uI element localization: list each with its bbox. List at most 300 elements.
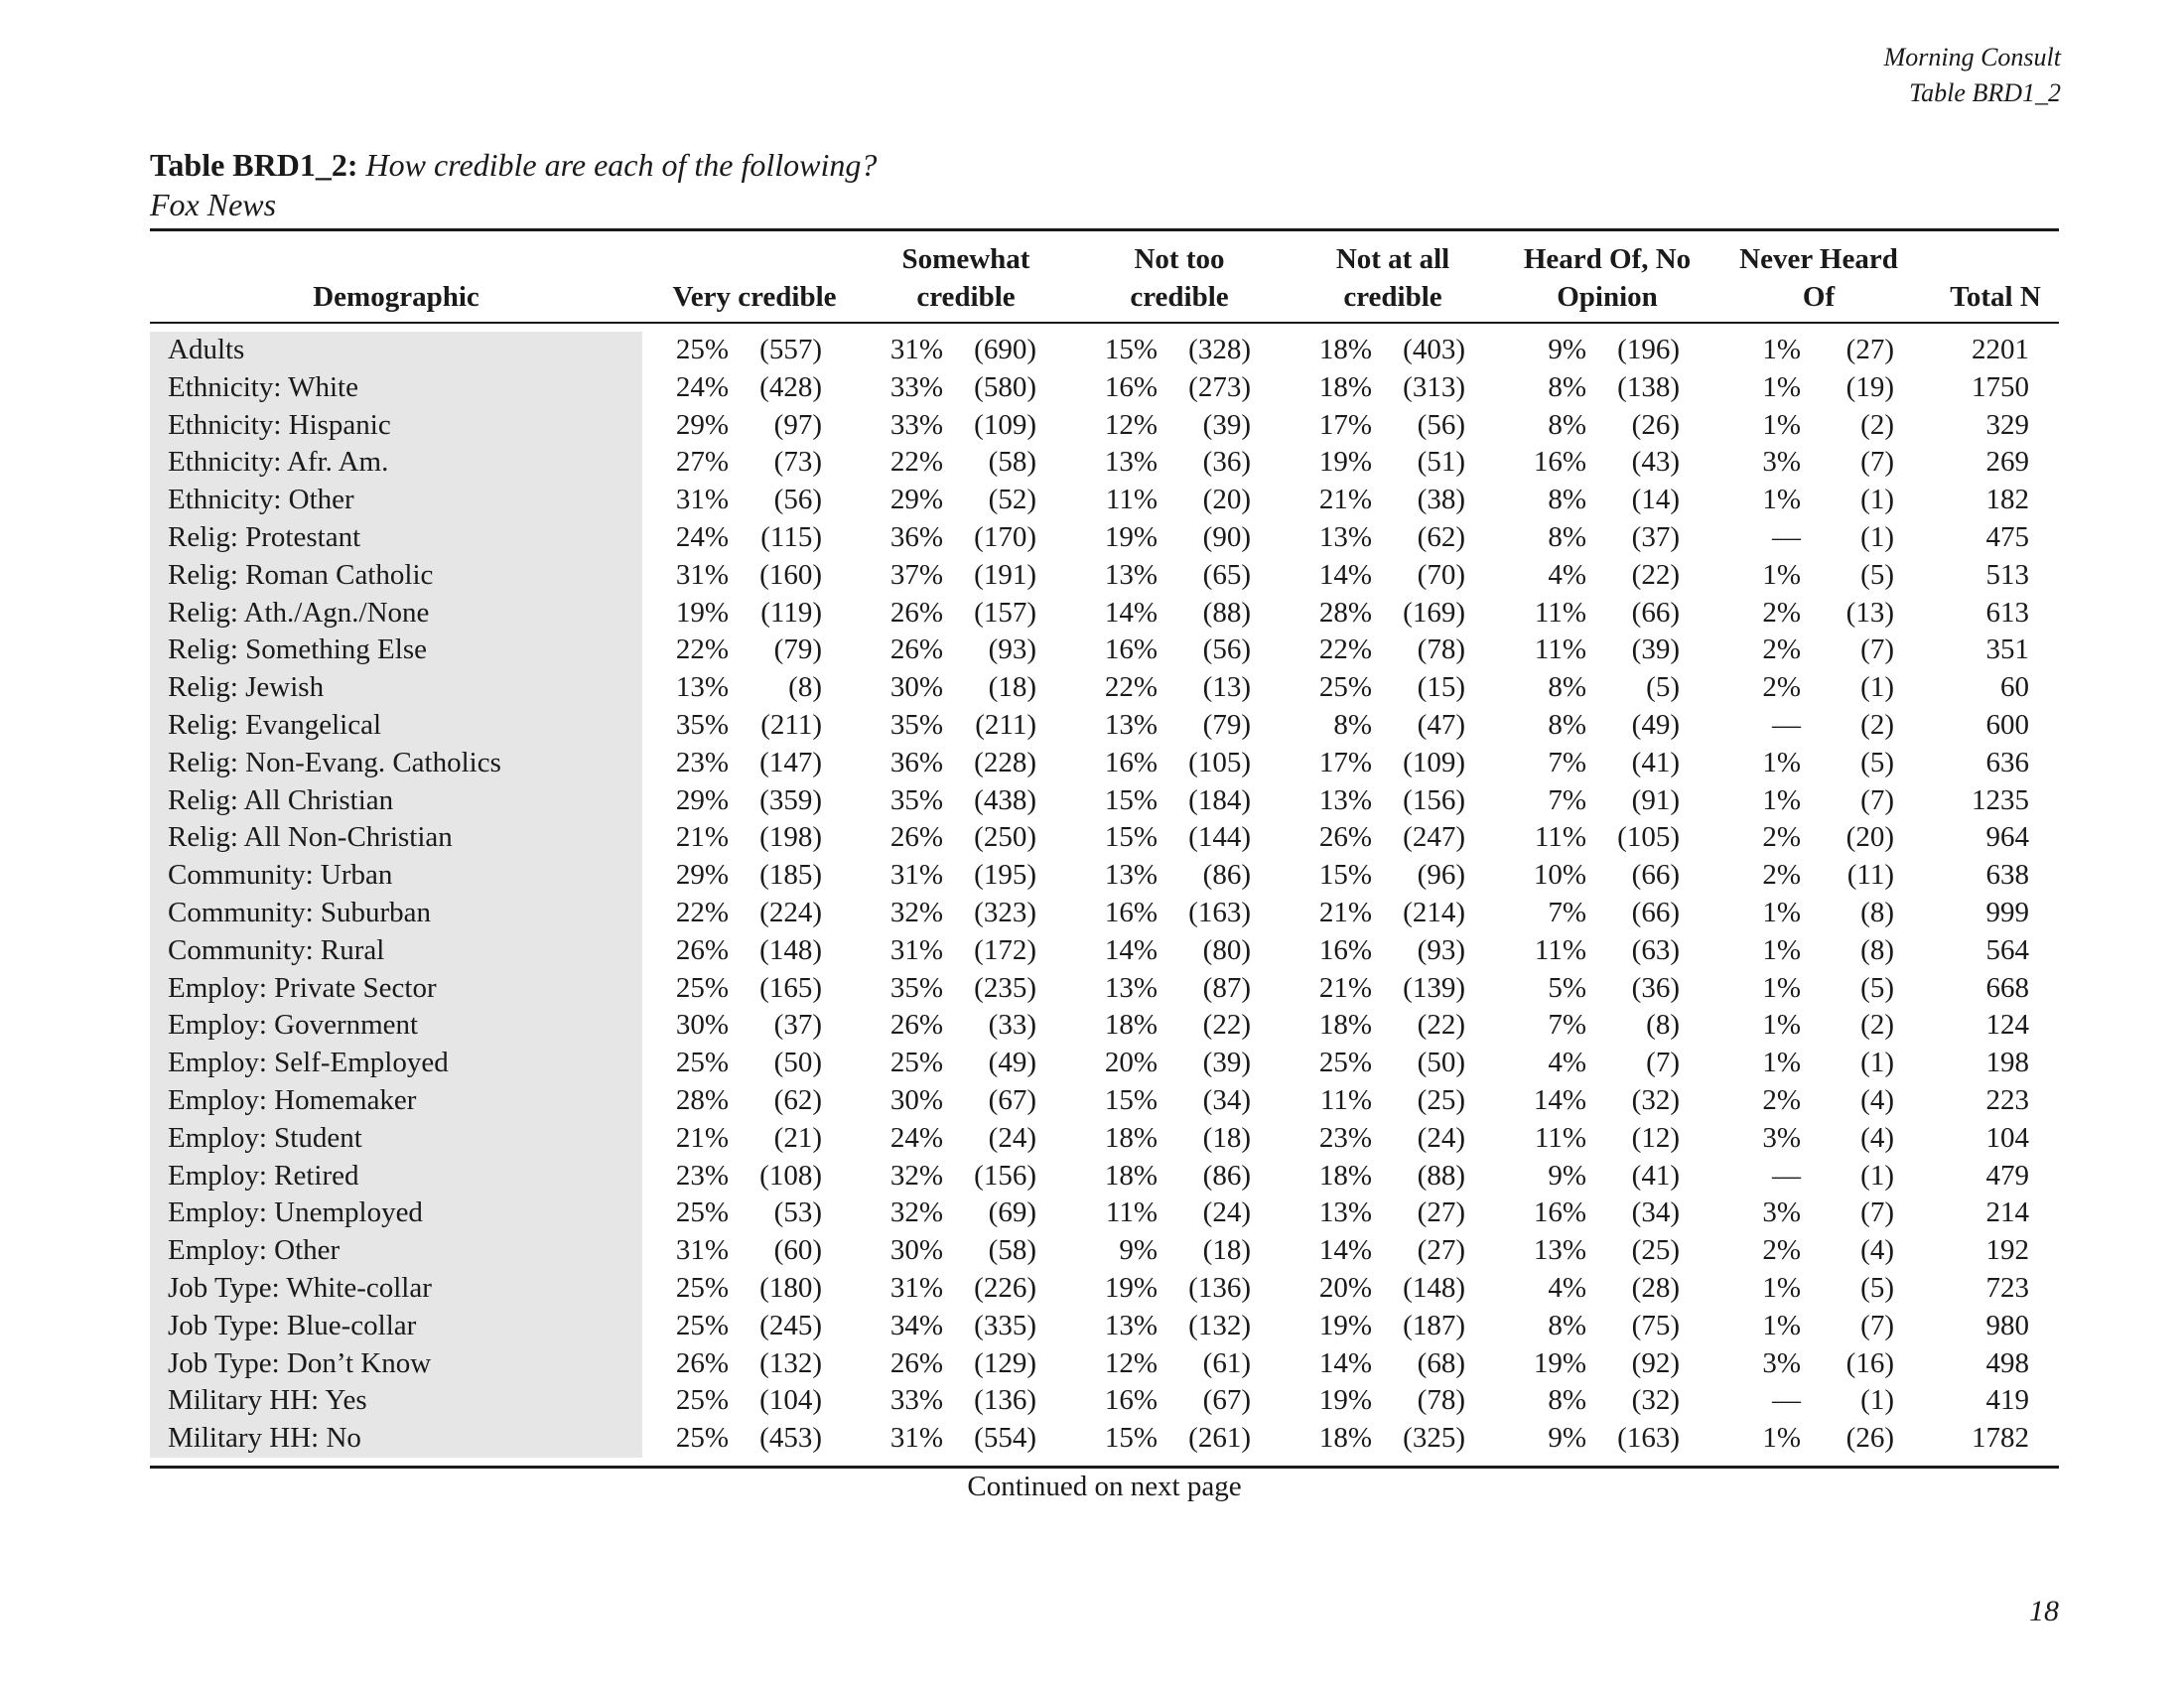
cell-notatall-pct: 19% <box>1318 1309 1372 1341</box>
cell-nottoo-count: (184) <box>1188 783 1251 816</box>
table-row <box>150 632 2029 669</box>
cell-very-pct: 23% <box>675 746 729 778</box>
cell-heard-count: (34) <box>1631 1196 1680 1229</box>
cell-very-count: (73) <box>773 446 822 479</box>
cell-never-pct: 3% <box>1762 1346 1801 1379</box>
cell-never-pct: 1% <box>1762 1309 1801 1341</box>
cell-total-n: 104 <box>1985 1121 2029 1154</box>
cell-somewhat-count: (335) <box>974 1309 1036 1341</box>
cell-never-count: (2) <box>1860 408 1894 441</box>
cell-very-pct: 25% <box>675 1047 729 1079</box>
cell-never-pct: 2% <box>1762 1083 1801 1116</box>
cell-nottoo-pct: 16% <box>1104 370 1158 403</box>
cell-total-n: 1235 <box>1972 783 2029 816</box>
cell-very-pct: 21% <box>675 821 729 854</box>
cell-notatall-count: (24) <box>1417 1121 1465 1154</box>
cell-notatall-pct: 25% <box>1318 1047 1372 1079</box>
cell-nottoo-count: (328) <box>1188 334 1251 365</box>
cell-nottoo-pct: 15% <box>1104 1083 1158 1116</box>
cell-very-pct: 25% <box>675 1422 729 1455</box>
cell-demographic: Job Type: White-collar <box>168 1271 432 1304</box>
cell-never-count: (4) <box>1860 1234 1894 1267</box>
cell-heard-count: (41) <box>1631 1159 1680 1192</box>
cell-never-pct: 1% <box>1762 1047 1801 1079</box>
cell-very-count: (21) <box>773 1121 822 1154</box>
cell-somewhat-pct: 34% <box>889 1309 943 1341</box>
cell-notatall-count: (47) <box>1417 708 1465 741</box>
cell-heard-pct: 9% <box>1548 1159 1586 1192</box>
cell-notatall-pct: 26% <box>1318 821 1372 854</box>
cell-notatall-pct: 13% <box>1318 1196 1372 1229</box>
cell-heard-pct: 11% <box>1534 633 1586 666</box>
cell-nottoo-pct: 18% <box>1104 1009 1158 1042</box>
cell-demographic: Community: Urban <box>168 859 393 892</box>
cell-never-pct: 1% <box>1762 1271 1801 1304</box>
cell-total-n: 999 <box>1985 896 2029 928</box>
cell-heard-count: (39) <box>1631 633 1680 666</box>
table-row <box>150 782 2029 820</box>
cell-demographic: Relig: Non-Evang. Catholics <box>168 746 501 778</box>
table-row <box>150 857 2029 895</box>
cell-heard-count: (196) <box>1617 334 1680 365</box>
cell-nottoo-pct: 15% <box>1104 783 1158 816</box>
cell-somewhat-count: (250) <box>974 821 1036 854</box>
cell-nottoo-count: (163) <box>1188 896 1251 928</box>
cell-very-pct: 25% <box>675 971 729 1004</box>
cell-demographic: Relig: All Christian <box>168 783 394 816</box>
cell-heard-pct: 7% <box>1548 1009 1586 1042</box>
cell-heard-pct: 7% <box>1548 746 1586 778</box>
cell-never-pct: 3% <box>1762 446 1801 479</box>
cell-notatall-pct: 19% <box>1318 1384 1372 1417</box>
cell-nottoo-pct: 15% <box>1104 821 1158 854</box>
cell-notatall-pct: 20% <box>1318 1271 1372 1304</box>
cell-never-pct: 2% <box>1762 596 1801 629</box>
cell-heard-count: (91) <box>1631 783 1680 816</box>
cell-notatall-count: (15) <box>1417 671 1465 704</box>
cell-notatall-count: (96) <box>1417 859 1465 892</box>
cell-notatall-count: (313) <box>1403 370 1465 403</box>
cell-heard-pct: 13% <box>1533 1234 1586 1267</box>
cell-somewhat-count: (211) <box>975 708 1036 741</box>
page-number: 18 <box>2029 1595 2059 1627</box>
cell-somewhat-count: (170) <box>974 520 1036 553</box>
cell-total-n: 351 <box>1985 633 2029 666</box>
cell-never-pct: 1% <box>1762 896 1801 928</box>
table-row <box>150 519 2029 557</box>
cell-somewhat-count: (235) <box>974 971 1036 1004</box>
cell-never-count: (7) <box>1860 1196 1894 1229</box>
table-row <box>150 1270 2029 1308</box>
col-header-very-credible: Very credible <box>672 281 837 313</box>
cell-heard-pct: 8% <box>1548 408 1586 441</box>
cell-very-count: (79) <box>773 633 822 666</box>
cell-somewhat-count: (226) <box>974 1271 1036 1304</box>
cell-heard-count: (92) <box>1631 1346 1680 1379</box>
cell-nottoo-count: (61) <box>1202 1346 1251 1379</box>
cell-notatall-count: (93) <box>1417 933 1465 966</box>
cell-notatall-pct: 28% <box>1318 596 1372 629</box>
cell-notatall-pct: 14% <box>1318 558 1372 591</box>
cell-total-n: 980 <box>1985 1309 2029 1341</box>
cell-notatall-count: (403) <box>1403 334 1465 365</box>
cell-heard-pct: 7% <box>1548 896 1586 928</box>
cell-very-pct: 21% <box>675 1121 729 1154</box>
table-row <box>150 444 2029 482</box>
cell-nottoo-count: (20) <box>1202 484 1251 516</box>
cell-very-pct: 29% <box>675 408 729 441</box>
cell-heard-count: (26) <box>1631 408 1680 441</box>
cell-somewhat-pct: 31% <box>889 334 943 365</box>
cell-very-pct: 13% <box>675 671 729 704</box>
cell-very-count: (185) <box>759 859 822 892</box>
cell-nottoo-count: (87) <box>1202 971 1251 1004</box>
cell-very-count: (147) <box>759 746 822 778</box>
cell-somewhat-count: (33) <box>988 1009 1036 1042</box>
cell-total-n: 723 <box>1985 1271 2029 1304</box>
cell-nottoo-pct: 11% <box>1105 1196 1158 1229</box>
table-row <box>150 1158 2029 1196</box>
col-header-somewhat-credible: Somewhat credible <box>901 243 1030 313</box>
cell-very-pct: 25% <box>675 1271 729 1304</box>
table-row <box>150 669 2029 707</box>
cell-never-count: (19) <box>1845 370 1894 403</box>
cell-notatall-pct: 14% <box>1318 1234 1372 1267</box>
cell-never-count: (13) <box>1845 596 1894 629</box>
cell-nottoo-pct: 16% <box>1104 1384 1158 1417</box>
cell-heard-pct: 9% <box>1548 1422 1586 1455</box>
cell-somewhat-pct: 36% <box>889 520 943 553</box>
cell-nottoo-pct: 12% <box>1104 408 1158 441</box>
col-header-total-n: Total N <box>1950 281 2041 313</box>
cell-never-pct: 1% <box>1762 783 1801 816</box>
cell-notatall-count: (214) <box>1403 896 1465 928</box>
cell-somewhat-count: (18) <box>988 671 1036 704</box>
cell-somewhat-pct: 30% <box>889 1083 943 1116</box>
cell-very-count: (104) <box>759 1384 822 1417</box>
cell-heard-pct: 16% <box>1533 446 1586 479</box>
cell-never-count: (26) <box>1845 1422 1894 1455</box>
cell-nottoo-pct: 19% <box>1104 1271 1158 1304</box>
cell-heard-count: (25) <box>1631 1234 1680 1267</box>
cell-notatall-pct: 18% <box>1318 370 1372 403</box>
cell-somewhat-count: (438) <box>974 783 1036 816</box>
cell-nottoo-count: (39) <box>1202 408 1251 441</box>
cell-total-n: 269 <box>1985 446 2029 479</box>
cell-nottoo-pct: 13% <box>1104 859 1158 892</box>
cell-very-count: (115) <box>760 520 822 553</box>
cell-notatall-count: (78) <box>1417 633 1465 666</box>
cell-demographic: Relig: Evangelical <box>168 708 382 741</box>
cell-very-count: (428) <box>759 370 822 403</box>
cell-never-count: (2) <box>1860 708 1894 741</box>
col-header-never-heard: Never Heard Of <box>1739 243 1898 313</box>
cell-very-count: (180) <box>759 1271 822 1304</box>
cell-heard-pct: 8% <box>1548 484 1586 516</box>
cell-notatall-count: (139) <box>1403 971 1465 1004</box>
cell-nottoo-count: (261) <box>1188 1422 1251 1455</box>
cell-nottoo-pct: 14% <box>1104 933 1158 966</box>
cell-somewhat-pct: 35% <box>889 783 943 816</box>
cell-heard-count: (12) <box>1631 1121 1680 1154</box>
cell-somewhat-pct: 31% <box>889 1422 943 1455</box>
cell-total-n: 564 <box>1985 933 2029 966</box>
cell-total-n: 513 <box>1985 558 2029 591</box>
cell-very-count: (56) <box>773 484 822 516</box>
cell-heard-pct: 16% <box>1533 1196 1586 1229</box>
cell-notatall-pct: 17% <box>1318 408 1372 441</box>
cell-notatall-pct: 17% <box>1318 746 1372 778</box>
cell-heard-count: (5) <box>1646 671 1680 704</box>
cell-somewhat-pct: 26% <box>889 1346 943 1379</box>
cell-nottoo-count: (273) <box>1188 370 1251 403</box>
cell-heard-count: (66) <box>1631 596 1680 629</box>
cell-somewhat-pct: 33% <box>889 1384 943 1417</box>
cell-never-count: (5) <box>1860 558 1894 591</box>
cell-total-n: 668 <box>1985 971 2029 1004</box>
cell-very-count: (60) <box>773 1234 822 1267</box>
cell-nottoo-pct: 13% <box>1104 1309 1158 1341</box>
table-row <box>150 1382 2029 1420</box>
cell-very-count: (245) <box>759 1309 822 1341</box>
cell-heard-pct: 8% <box>1548 520 1586 553</box>
cell-never-count: (1) <box>1860 671 1894 704</box>
cell-nottoo-count: (90) <box>1202 520 1251 553</box>
cell-somewhat-count: (58) <box>988 446 1036 479</box>
cell-never-pct: 1% <box>1762 933 1801 966</box>
cell-notatall-count: (88) <box>1417 1159 1465 1192</box>
cell-nottoo-count: (18) <box>1202 1121 1251 1154</box>
cell-very-pct: 28% <box>675 1083 729 1116</box>
cell-heard-pct: 8% <box>1548 370 1586 403</box>
cell-very-pct: 24% <box>675 520 729 553</box>
table-row <box>150 1232 2029 1270</box>
cell-demographic: Relig: Ath./Agn./None <box>168 596 430 629</box>
table-row <box>150 332 2029 369</box>
cell-somewhat-count: (93) <box>988 633 1036 666</box>
cell-somewhat-pct: 29% <box>889 484 943 516</box>
cell-notatall-pct: 21% <box>1318 896 1372 928</box>
cell-total-n: 214 <box>1985 1196 2029 1229</box>
cell-never-count: (11) <box>1846 859 1894 892</box>
cell-somewhat-pct: 24% <box>889 1121 943 1154</box>
cell-total-n: 475 <box>1985 520 2029 553</box>
cell-demographic: Employ: Unemployed <box>168 1196 423 1229</box>
cell-very-pct: 31% <box>675 558 729 591</box>
cell-nottoo-pct: 13% <box>1104 971 1158 1004</box>
continued-note: Continued on next page <box>967 1471 1242 1502</box>
cell-nottoo-count: (24) <box>1202 1196 1251 1229</box>
table-subtitle: Fox News <box>150 187 277 222</box>
cell-notatall-count: (68) <box>1417 1346 1465 1379</box>
cell-nottoo-pct: 14% <box>1104 596 1158 629</box>
cell-very-pct: 31% <box>675 484 729 516</box>
cell-notatall-count: (38) <box>1417 484 1465 516</box>
cell-notatall-pct: 13% <box>1318 520 1372 553</box>
cell-notatall-count: (169) <box>1403 596 1465 629</box>
table-row <box>150 1308 2029 1345</box>
cell-very-pct: 24% <box>675 370 729 403</box>
cell-nottoo-count: (132) <box>1188 1309 1251 1341</box>
cell-never-pct: 3% <box>1762 1196 1801 1229</box>
cell-somewhat-count: (129) <box>974 1346 1036 1379</box>
cell-demographic: Employ: Student <box>168 1121 362 1154</box>
cell-heard-count: (28) <box>1631 1271 1680 1304</box>
cell-nottoo-count: (13) <box>1202 671 1251 704</box>
cell-very-count: (148) <box>759 933 822 966</box>
cell-heard-count: (63) <box>1631 933 1680 966</box>
cell-somewhat-pct: 26% <box>889 633 943 666</box>
cell-somewhat-count: (580) <box>974 370 1036 403</box>
cell-very-count: (119) <box>760 596 822 629</box>
cell-nottoo-pct: 15% <box>1104 1422 1158 1455</box>
cell-demographic: Military HH: Yes <box>168 1384 367 1417</box>
table-row <box>150 895 2029 932</box>
cell-notatall-count: (27) <box>1417 1196 1465 1229</box>
cell-somewhat-count: (49) <box>988 1047 1036 1079</box>
cell-very-pct: 26% <box>675 1346 729 1379</box>
cell-never-pct: 1% <box>1762 558 1801 591</box>
cell-somewhat-pct: 30% <box>889 1234 943 1267</box>
cell-nottoo-pct: 15% <box>1104 334 1158 365</box>
cell-demographic: Community: Suburban <box>168 896 432 928</box>
table-row <box>150 1120 2029 1158</box>
cell-somewhat-pct: 26% <box>889 821 943 854</box>
cell-very-count: (108) <box>759 1159 822 1192</box>
cell-somewhat-count: (690) <box>974 334 1036 365</box>
cell-never-count: (8) <box>1860 896 1894 928</box>
cell-somewhat-count: (58) <box>988 1234 1036 1267</box>
org-name: Morning Consult <box>1883 43 2061 71</box>
cell-heard-count: (41) <box>1631 746 1680 778</box>
cell-somewhat-pct: 32% <box>889 1159 943 1192</box>
cell-total-n: 600 <box>1985 708 2029 741</box>
cell-never-count: (5) <box>1860 1271 1894 1304</box>
cell-notatall-pct: 23% <box>1318 1121 1372 1154</box>
cell-notatall-count: (50) <box>1417 1047 1465 1079</box>
cell-heard-pct: 4% <box>1548 1271 1586 1304</box>
cell-very-count: (211) <box>760 708 822 741</box>
cell-notatall-count: (325) <box>1403 1422 1465 1455</box>
cell-very-count: (97) <box>773 408 822 441</box>
cell-demographic: Community: Rural <box>168 933 385 966</box>
cell-heard-count: (7) <box>1646 1047 1680 1079</box>
cell-demographic: Ethnicity: Hispanic <box>168 408 391 441</box>
cell-nottoo-pct: 22% <box>1104 671 1158 704</box>
cell-nottoo-count: (18) <box>1202 1234 1251 1267</box>
cell-total-n: 60 <box>2000 671 2029 704</box>
report-header <box>1884 40 2061 111</box>
cell-never-pct: 1% <box>1762 370 1801 403</box>
cell-nottoo-count: (79) <box>1202 708 1251 741</box>
cell-heard-pct: 10% <box>1533 859 1586 892</box>
cell-demographic: Relig: Protestant <box>168 520 361 553</box>
cell-heard-count: (43) <box>1631 446 1680 479</box>
table-row <box>150 819 2029 857</box>
cell-heard-count: (37) <box>1631 520 1680 553</box>
cell-heard-pct: 11% <box>1534 1121 1586 1154</box>
cell-nottoo-count: (144) <box>1188 821 1251 854</box>
cell-demographic: Employ: Retired <box>168 1159 359 1192</box>
cell-nottoo-pct: 16% <box>1104 633 1158 666</box>
cell-never-pct: 2% <box>1762 633 1801 666</box>
cell-notatall-count: (27) <box>1417 1234 1465 1267</box>
cell-notatall-pct: 18% <box>1318 334 1372 365</box>
cell-total-n: 1782 <box>1972 1422 2029 1455</box>
cell-never-pct: 1% <box>1762 746 1801 778</box>
cell-never-count: (1) <box>1860 1047 1894 1079</box>
cell-nottoo-pct: 13% <box>1104 446 1158 479</box>
cell-very-count: (37) <box>773 1009 822 1042</box>
cell-somewhat-count: (136) <box>974 1384 1036 1417</box>
cell-heard-pct: 9% <box>1548 334 1586 365</box>
cell-never-count: (4) <box>1860 1083 1894 1116</box>
cell-demographic: Adults <box>168 334 245 365</box>
cell-somewhat-pct: 35% <box>889 708 943 741</box>
cell-somewhat-count: (157) <box>974 596 1036 629</box>
cell-demographic: Employ: Private Sector <box>168 971 437 1004</box>
col-header-not-at-all-credible: Not at all credible <box>1335 243 1450 313</box>
cell-very-count: (359) <box>759 783 822 816</box>
cell-very-count: (160) <box>759 558 822 591</box>
cell-heard-count: (32) <box>1631 1384 1680 1417</box>
cell-somewhat-pct: 31% <box>889 933 943 966</box>
cell-heard-pct: 8% <box>1548 708 1586 741</box>
cell-never-count: (7) <box>1860 1309 1894 1341</box>
header-rule <box>150 322 2059 324</box>
cell-somewhat-pct: 30% <box>889 671 943 704</box>
cell-total-n: 192 <box>1985 1234 2029 1267</box>
cell-somewhat-pct: 36% <box>889 746 943 778</box>
cell-notatall-pct: 16% <box>1318 933 1372 966</box>
cell-nottoo-count: (105) <box>1188 746 1251 778</box>
cell-very-pct: 19% <box>675 596 729 629</box>
cell-total-n: 479 <box>1985 1159 2029 1192</box>
cell-notatall-count: (56) <box>1417 408 1465 441</box>
cell-nottoo-pct: 12% <box>1104 1346 1158 1379</box>
cell-somewhat-pct: 33% <box>889 408 943 441</box>
cell-never-pct: 2% <box>1762 671 1801 704</box>
cell-never-pct: — <box>1772 1384 1801 1417</box>
cell-somewhat-count: (156) <box>974 1159 1036 1192</box>
table-row <box>150 1195 2029 1232</box>
cell-notatall-pct: 11% <box>1319 1083 1372 1116</box>
table-row <box>150 595 2029 633</box>
cell-heard-count: (14) <box>1631 484 1680 516</box>
cell-demographic: Employ: Other <box>168 1234 341 1267</box>
cell-notatall-pct: 15% <box>1318 859 1372 892</box>
cell-somewhat-count: (191) <box>974 558 1036 591</box>
cell-never-count: (1) <box>1860 520 1894 553</box>
col-header-demographic: Demographic <box>313 281 479 313</box>
cell-nottoo-count: (22) <box>1202 1009 1251 1042</box>
cell-notatall-count: (62) <box>1417 520 1465 553</box>
cell-very-pct: 22% <box>675 633 729 666</box>
cell-somewhat-count: (24) <box>988 1121 1036 1154</box>
cell-never-count: (8) <box>1860 933 1894 966</box>
cell-very-pct: 29% <box>675 859 729 892</box>
cell-heard-pct: 14% <box>1533 1083 1586 1116</box>
cell-somewhat-pct: 26% <box>889 1009 943 1042</box>
cell-very-count: (8) <box>788 671 822 704</box>
cell-nottoo-count: (65) <box>1202 558 1251 591</box>
cell-never-count: (5) <box>1860 971 1894 1004</box>
cell-somewhat-pct: 33% <box>889 370 943 403</box>
cell-somewhat-count: (323) <box>974 896 1036 928</box>
cell-notatall-count: (25) <box>1417 1083 1465 1116</box>
cell-heard-pct: 19% <box>1533 1346 1586 1379</box>
cell-never-count: (7) <box>1860 783 1894 816</box>
